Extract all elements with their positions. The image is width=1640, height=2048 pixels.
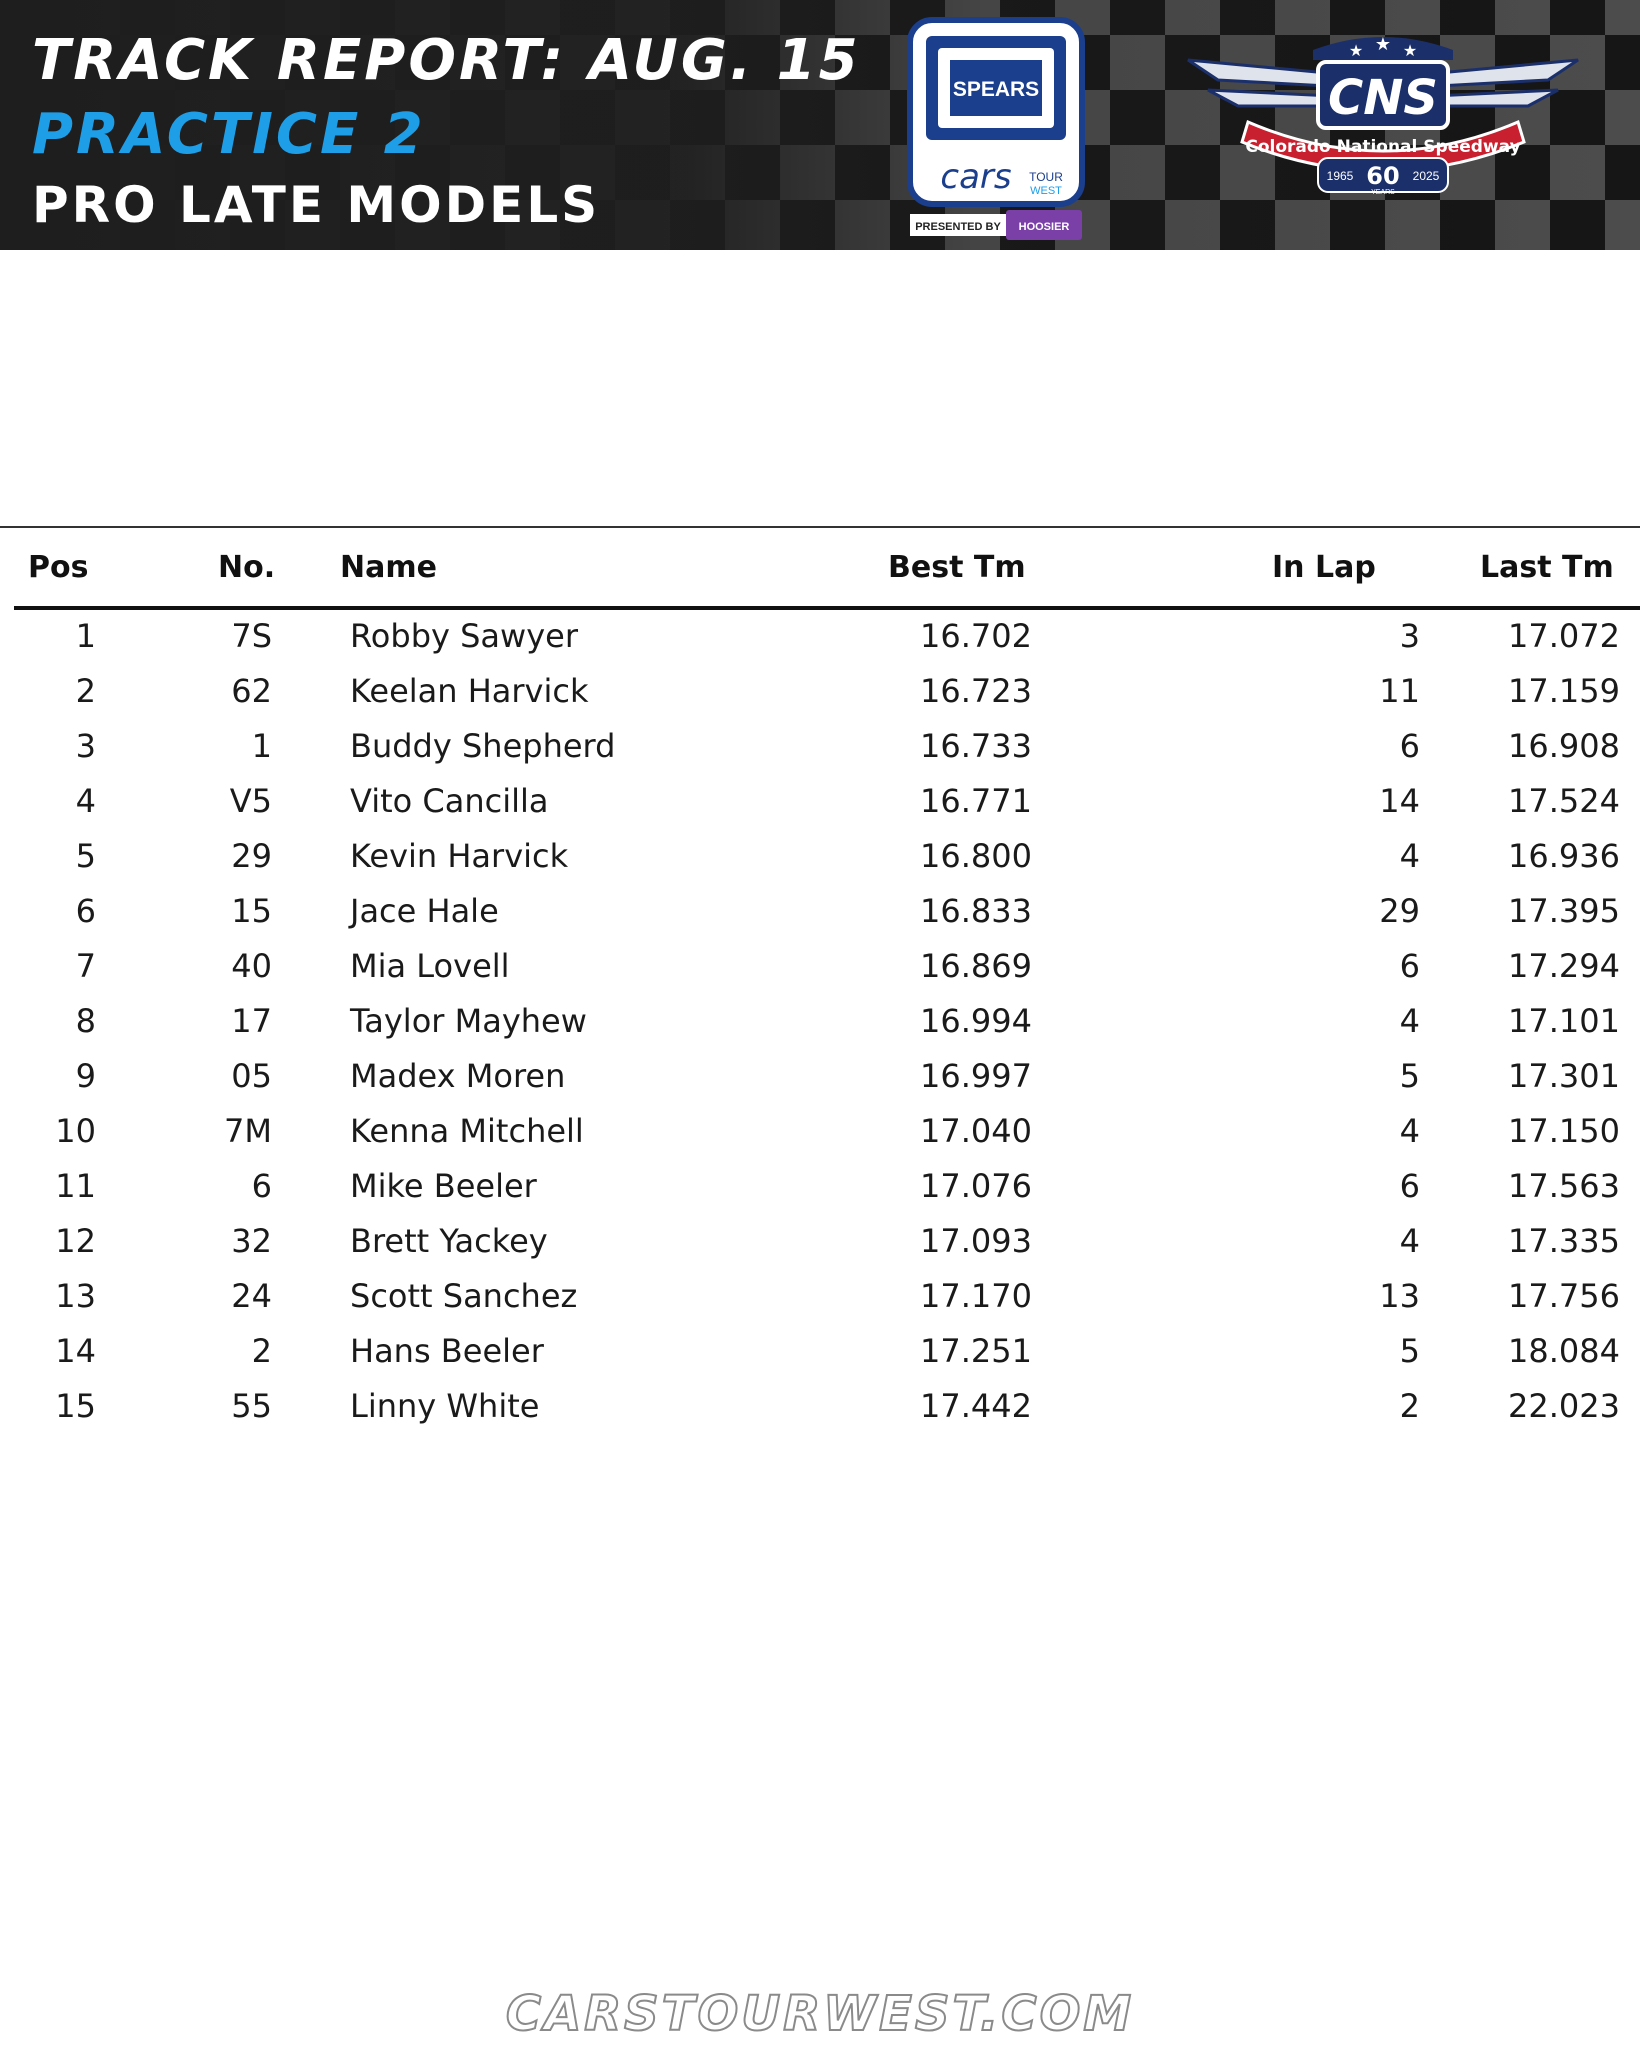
cell-driver-name: Mike Beeler — [350, 1167, 537, 1205]
cell-last-time: 17.335 — [1508, 1222, 1620, 1260]
cell-best-time: 17.040 — [920, 1112, 1032, 1150]
table-row — [0, 724, 1640, 779]
cell-car-number: 2 — [251, 1332, 272, 1370]
cell-driver-name: Kenna Mitchell — [350, 1112, 584, 1150]
cell-pos: 13 — [55, 1277, 96, 1315]
table-row — [0, 614, 1640, 669]
column-header-best: Best Tm — [888, 550, 1026, 585]
table-row — [0, 1054, 1640, 1109]
cell-last-time: 16.936 — [1508, 837, 1620, 875]
cell-last-time: 17.563 — [1508, 1167, 1620, 1205]
cell-car-number: 7M — [224, 1112, 272, 1150]
cell-best-time: 17.251 — [920, 1332, 1032, 1370]
cell-best-time: 16.723 — [920, 672, 1032, 710]
cell-car-number: 17 — [231, 1002, 272, 1040]
table-row — [0, 999, 1640, 1054]
cell-best-time: 16.702 — [920, 617, 1032, 655]
cell-pos: 7 — [75, 947, 96, 985]
session-title: PRACTICE 2 — [32, 102, 426, 167]
cell-car-number: 62 — [231, 672, 272, 710]
division-title: PRO LATE MODELS — [32, 176, 601, 234]
cell-driver-name: Vito Cancilla — [350, 782, 549, 820]
star-icon: ★ — [1348, 43, 1364, 60]
spears-cars-tour-west-logo — [906, 16, 1086, 246]
column-header-last: Last Tm — [1480, 550, 1614, 585]
cell-car-number: 32 — [231, 1222, 272, 1260]
colorado-national-speedway-logo — [1178, 30, 1588, 200]
cell-driver-name: Kevin Harvick — [350, 837, 569, 875]
cell-car-number: 55 — [231, 1387, 272, 1425]
hoosier-sponsor: HOOSIER — [1018, 221, 1070, 233]
cell-in-lap: 5 — [1399, 1057, 1420, 1095]
cell-in-lap: 5 — [1399, 1332, 1420, 1370]
cell-last-time: 17.294 — [1508, 947, 1620, 985]
table-row — [0, 889, 1640, 944]
table-row — [0, 1274, 1640, 1329]
table-row — [0, 834, 1640, 889]
cell-driver-name: Keelan Harvick — [350, 672, 589, 710]
cell-best-time: 16.733 — [920, 727, 1032, 765]
cell-in-lap: 29 — [1379, 892, 1420, 930]
cell-last-time: 22.023 — [1508, 1387, 1620, 1425]
cell-car-number: 05 — [231, 1057, 272, 1095]
cell-in-lap: 6 — [1399, 727, 1420, 765]
results-table-body — [0, 614, 1640, 1439]
years-label: YEARS — [1371, 189, 1395, 196]
table-top-rule — [0, 526, 1640, 528]
cell-last-time: 17.524 — [1508, 782, 1620, 820]
cell-last-time: 16.908 — [1508, 727, 1620, 765]
cell-last-time: 17.150 — [1508, 1112, 1620, 1150]
cell-pos: 6 — [75, 892, 96, 930]
cell-best-time: 17.442 — [920, 1387, 1032, 1425]
cell-car-number: 6 — [251, 1167, 272, 1205]
cell-in-lap: 13 — [1379, 1277, 1420, 1315]
column-header-pos: Pos — [28, 550, 89, 585]
table-row — [0, 669, 1640, 724]
cell-pos: 1 — [75, 617, 96, 655]
cell-driver-name: Scott Sanchez — [350, 1277, 578, 1315]
table-row — [0, 1384, 1640, 1439]
cell-pos: 5 — [75, 837, 96, 875]
cell-best-time: 17.170 — [920, 1277, 1032, 1315]
cell-driver-name: Buddy Shepherd — [350, 727, 616, 765]
cell-driver-name: Linny White — [350, 1387, 540, 1425]
tour-label: TOUR — [1029, 170, 1063, 184]
anniversary-number: 60 — [1366, 162, 1400, 190]
cell-pos: 8 — [75, 1002, 96, 1040]
cell-last-time: 17.159 — [1508, 672, 1620, 710]
cell-driver-name: Madex Moren — [350, 1057, 566, 1095]
cell-in-lap: 4 — [1399, 837, 1420, 875]
table-row — [0, 1164, 1640, 1219]
cell-car-number: V5 — [229, 782, 272, 820]
cell-car-number: 29 — [231, 837, 272, 875]
cell-car-number: 40 — [231, 947, 272, 985]
cell-in-lap: 4 — [1399, 1002, 1420, 1040]
cell-best-time: 16.997 — [920, 1057, 1032, 1095]
cell-best-time: 16.833 — [920, 892, 1032, 930]
header-banner — [0, 0, 1640, 250]
cell-best-time: 17.076 — [920, 1167, 1032, 1205]
table-row — [0, 944, 1640, 999]
year-start: 1965 — [1326, 169, 1354, 183]
speedway-name: Colorado National Speedway — [1245, 137, 1521, 157]
cell-best-time: 17.093 — [920, 1222, 1032, 1260]
cell-pos: 11 — [55, 1167, 96, 1205]
cars-wordmark: cars — [940, 157, 1012, 197]
column-header-name: Name — [340, 550, 437, 585]
table-header-rule — [14, 606, 1640, 610]
cell-best-time: 16.994 — [920, 1002, 1032, 1040]
west-label: WEST — [1030, 185, 1062, 197]
cell-last-time: 17.072 — [1508, 617, 1620, 655]
table-row — [0, 1219, 1640, 1274]
cell-pos: 10 — [55, 1112, 96, 1150]
cell-pos: 4 — [75, 782, 96, 820]
cell-in-lap: 3 — [1399, 617, 1420, 655]
table-row — [0, 779, 1640, 834]
cell-car-number: 24 — [231, 1277, 272, 1315]
cell-pos: 15 — [55, 1387, 96, 1425]
cell-pos: 3 — [75, 727, 96, 765]
report-title: TRACK REPORT: AUG. 15 — [32, 28, 861, 93]
footer-website-url: CARSTOURWEST.COM — [505, 1986, 1135, 2042]
cell-driver-name: Taylor Mayhew — [350, 1002, 587, 1040]
cell-in-lap: 6 — [1399, 1167, 1420, 1205]
cell-last-time: 18.084 — [1508, 1332, 1620, 1370]
cell-best-time: 16.869 — [920, 947, 1032, 985]
cell-driver-name: Jace Hale — [350, 892, 499, 930]
cell-pos: 12 — [55, 1222, 96, 1260]
year-end: 2025 — [1412, 169, 1440, 183]
cell-last-time: 17.756 — [1508, 1277, 1620, 1315]
cell-best-time: 16.771 — [920, 782, 1032, 820]
cell-car-number: 15 — [231, 892, 272, 930]
star-icon: ★ — [1374, 34, 1392, 54]
cell-in-lap: 2 — [1399, 1387, 1420, 1425]
column-header-no: No. — [218, 550, 276, 585]
cell-last-time: 17.101 — [1508, 1002, 1620, 1040]
cell-last-time: 17.395 — [1508, 892, 1620, 930]
cell-driver-name: Mia Lovell — [350, 947, 510, 985]
cell-driver-name: Brett Yackey — [350, 1222, 548, 1260]
cell-pos: 2 — [75, 672, 96, 710]
cell-in-lap: 4 — [1399, 1112, 1420, 1150]
cell-pos: 9 — [75, 1057, 96, 1095]
cell-in-lap: 14 — [1379, 782, 1420, 820]
table-row — [0, 1109, 1640, 1164]
cell-car-number: 7S — [231, 617, 272, 655]
cell-best-time: 16.800 — [920, 837, 1032, 875]
star-icon: ★ — [1402, 43, 1418, 60]
cns-monogram: CNS — [1328, 70, 1438, 126]
spears-wordmark: SPEARS — [952, 78, 1040, 101]
cell-in-lap: 6 — [1399, 947, 1420, 985]
cell-last-time: 17.301 — [1508, 1057, 1620, 1095]
cell-car-number: 1 — [251, 727, 272, 765]
cell-driver-name: Robby Sawyer — [350, 617, 578, 655]
presented-by-label: PRESENTED BY — [915, 221, 1001, 233]
cell-in-lap: 4 — [1399, 1222, 1420, 1260]
column-header-lap: In Lap — [1272, 550, 1376, 585]
cell-in-lap: 11 — [1379, 672, 1420, 710]
cell-driver-name: Hans Beeler — [350, 1332, 544, 1370]
table-row — [0, 1329, 1640, 1384]
cell-pos: 14 — [55, 1332, 96, 1370]
